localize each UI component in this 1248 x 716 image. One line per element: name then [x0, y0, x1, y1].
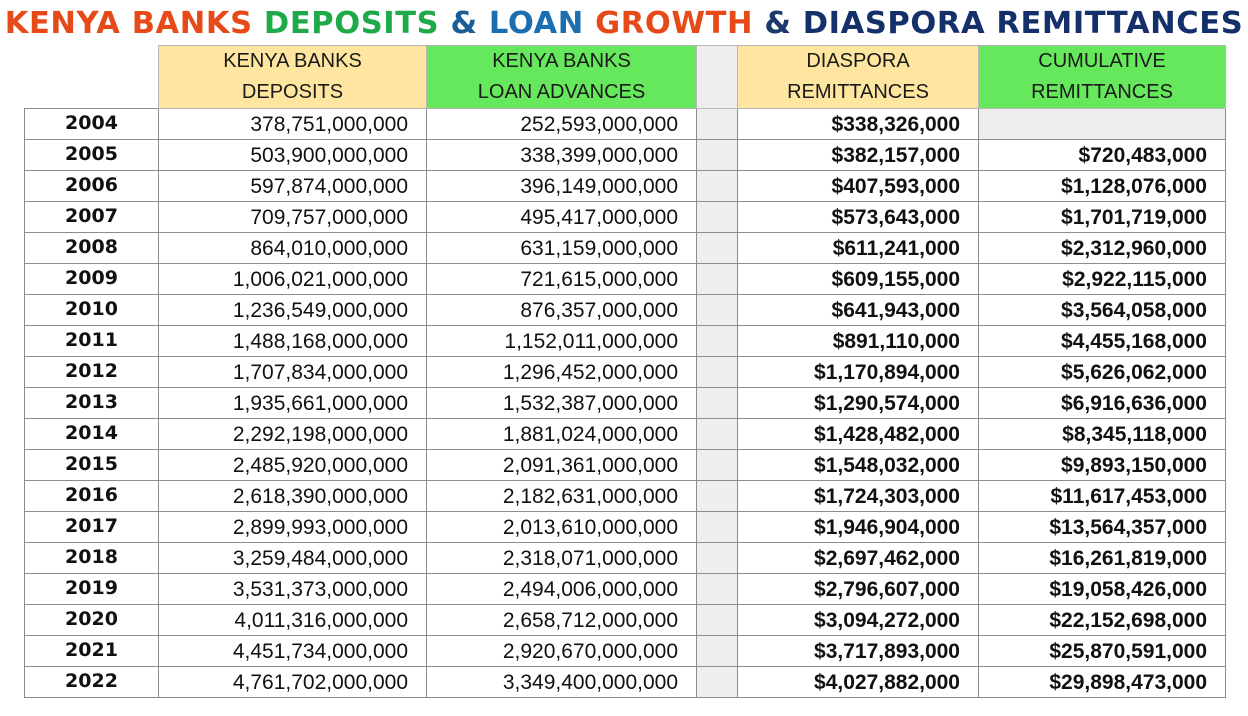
deposits-cell: 4,761,702,000,000 [159, 667, 427, 698]
loans-cell: 3,349,400,000,000 [427, 667, 697, 698]
loans-cell: 876,357,000,000 [427, 295, 697, 326]
header-loans-line2: LOAN ADVANCES [477, 81, 646, 103]
loans-cell: 2,013,610,000,000 [427, 512, 697, 543]
deposits-cell: 378,751,000,000 [159, 109, 427, 140]
remittances-cell: $1,548,032,000 [738, 450, 979, 481]
year-cell: 2017 [25, 512, 159, 543]
loans-cell: 2,318,071,000,000 [427, 543, 697, 574]
table-row [25, 326, 1226, 357]
table-row [25, 388, 1226, 419]
deposits-cell: 1,006,021,000,000 [159, 264, 427, 295]
cumulative-cell: $25,870,591,000 [979, 636, 1226, 667]
spacer-cell [697, 636, 738, 667]
loans-cell: 2,658,712,000,000 [427, 605, 697, 636]
year-cell: 2007 [25, 202, 159, 233]
cumulative-cell: $8,345,118,000 [979, 419, 1226, 450]
spacer-cell [697, 512, 738, 543]
table-row [25, 481, 1226, 512]
cumulative-cell: $1,128,076,000 [979, 171, 1226, 202]
header-deposits-line2: DEPOSITS [241, 81, 344, 103]
deposits-cell: 3,531,373,000,000 [159, 574, 427, 605]
spacer-cell [697, 295, 738, 326]
loans-cell: 721,615,000,000 [427, 264, 697, 295]
title-segment: KENYA BANKS [4, 6, 264, 41]
spacer-cell [697, 357, 738, 388]
loans-cell: 2,091,361,000,000 [427, 450, 697, 481]
spacer-cell [697, 667, 738, 698]
remittances-cell: $1,946,904,000 [738, 512, 979, 543]
remittances-cell: $1,428,482,000 [738, 419, 979, 450]
remittances-cell: $382,157,000 [738, 140, 979, 171]
spacer-cell [697, 481, 738, 512]
table-row [25, 233, 1226, 264]
header-row [25, 46, 1226, 109]
table-row [25, 140, 1226, 171]
remittances-cell: $407,593,000 [738, 171, 979, 202]
spacer-cell [697, 388, 738, 419]
spacer-cell [697, 264, 738, 295]
table-row [25, 636, 1226, 667]
remittances-cell: $1,724,303,000 [738, 481, 979, 512]
cumulative-cell: $4,455,168,000 [979, 326, 1226, 357]
header-remittances-line1: DIASPORA [806, 50, 910, 72]
deposits-cell: 709,757,000,000 [159, 202, 427, 233]
table-row [25, 543, 1226, 574]
remittances-cell: $641,943,000 [738, 295, 979, 326]
year-cell: 2019 [25, 574, 159, 605]
title-segment: GROWTH [595, 6, 765, 41]
title-segment: & [450, 6, 489, 41]
deposits-cell: 2,618,390,000,000 [159, 481, 427, 512]
table-row [25, 171, 1226, 202]
deposits-cell: 1,707,834,000,000 [159, 357, 427, 388]
year-cell: 2013 [25, 388, 159, 419]
loans-cell: 338,399,000,000 [427, 140, 697, 171]
header-loans [427, 46, 697, 109]
cumulative-cell [979, 109, 1226, 140]
spacer-cell [697, 171, 738, 202]
spacer-cell [697, 202, 738, 233]
table-row [25, 357, 1226, 388]
remittances-cell: $1,290,574,000 [738, 388, 979, 419]
year-cell: 2014 [25, 419, 159, 450]
spacer-cell [697, 326, 738, 357]
year-cell: 2022 [25, 667, 159, 698]
cumulative-cell: $3,564,058,000 [979, 295, 1226, 326]
page-title [0, 4, 1248, 44]
loans-cell: 252,593,000,000 [427, 109, 697, 140]
spacer-cell [697, 233, 738, 264]
cumulative-cell: $16,261,819,000 [979, 543, 1226, 574]
cumulative-cell: $5,626,062,000 [979, 357, 1226, 388]
year-cell: 2012 [25, 357, 159, 388]
spacer-cell [697, 450, 738, 481]
year-cell: 2010 [25, 295, 159, 326]
table-row [25, 667, 1226, 698]
table-row [25, 109, 1226, 140]
loans-cell: 2,920,670,000,000 [427, 636, 697, 667]
cumulative-cell: $2,312,960,000 [979, 233, 1226, 264]
remittances-cell: $2,796,607,000 [738, 574, 979, 605]
table-row [25, 574, 1226, 605]
cumulative-cell: $11,617,453,000 [979, 481, 1226, 512]
header-loans-line1: KENYA BANKS [492, 50, 631, 72]
cumulative-cell: $22,152,698,000 [979, 605, 1226, 636]
header-cumulative-line1: CUMULATIVE [1038, 50, 1166, 72]
table-row [25, 264, 1226, 295]
deposits-cell: 864,010,000,000 [159, 233, 427, 264]
loans-cell: 396,149,000,000 [427, 171, 697, 202]
year-cell: 2005 [25, 140, 159, 171]
year-cell: 2009 [25, 264, 159, 295]
deposits-cell: 4,011,316,000,000 [159, 605, 427, 636]
spacer-cell [697, 140, 738, 171]
remittances-cell: $1,170,894,000 [738, 357, 979, 388]
table-row [25, 512, 1226, 543]
loans-cell: 1,881,024,000,000 [427, 419, 697, 450]
remittances-cell: $891,110,000 [738, 326, 979, 357]
cumulative-cell: $2,922,115,000 [979, 264, 1226, 295]
table-row [25, 419, 1226, 450]
deposits-cell: 1,488,168,000,000 [159, 326, 427, 357]
title-segment: LOAN [488, 6, 596, 41]
header-remittances [738, 46, 979, 109]
year-cell: 2020 [25, 605, 159, 636]
table-row [25, 295, 1226, 326]
cumulative-cell: $13,564,357,000 [979, 512, 1226, 543]
table-row [25, 450, 1226, 481]
remittances-cell: $573,643,000 [738, 202, 979, 233]
deposits-cell: 4,451,734,000,000 [159, 636, 427, 667]
deposits-cell: 597,874,000,000 [159, 171, 427, 202]
deposits-cell: 2,899,993,000,000 [159, 512, 427, 543]
deposits-cell: 2,292,198,000,000 [159, 419, 427, 450]
cumulative-cell: $29,898,473,000 [979, 667, 1226, 698]
year-cell: 2011 [25, 326, 159, 357]
year-cell: 2008 [25, 233, 159, 264]
loans-cell: 631,159,000,000 [427, 233, 697, 264]
header-spacer [697, 46, 738, 109]
header-remittances-line2: REMITTANCES [787, 81, 929, 103]
year-cell: 2016 [25, 481, 159, 512]
year-cell: 2015 [25, 450, 159, 481]
title-segment: DEPOSITS [263, 6, 451, 41]
header-deposits-line1: KENYA BANKS [223, 50, 362, 72]
remittances-cell: $3,094,272,000 [738, 605, 979, 636]
table-row [25, 605, 1226, 636]
remittances-cell: $2,697,462,000 [738, 543, 979, 574]
header-year-blank [25, 46, 159, 109]
loans-cell: 495,417,000,000 [427, 202, 697, 233]
table-row [25, 202, 1226, 233]
year-cell: 2004 [25, 109, 159, 140]
cumulative-cell: $720,483,000 [979, 140, 1226, 171]
spacer-cell [697, 574, 738, 605]
year-cell: 2006 [25, 171, 159, 202]
header-deposits [159, 46, 427, 109]
year-cell: 2021 [25, 636, 159, 667]
deposits-cell: 503,900,000,000 [159, 140, 427, 171]
remittances-cell: $338,326,000 [738, 109, 979, 140]
title-segment: DIASPORA REMITTANCES [802, 6, 1244, 41]
title-segment: & [764, 6, 803, 41]
loans-cell: 2,182,631,000,000 [427, 481, 697, 512]
spacer-cell [697, 543, 738, 574]
remittances-cell: $4,027,882,000 [738, 667, 979, 698]
deposits-cell: 3,259,484,000,000 [159, 543, 427, 574]
header-cumulative-line2: REMITTANCES [1031, 81, 1173, 103]
loans-cell: 1,532,387,000,000 [427, 388, 697, 419]
remittances-cell: $3,717,893,000 [738, 636, 979, 667]
cumulative-cell: $19,058,426,000 [979, 574, 1226, 605]
deposits-cell: 1,236,549,000,000 [159, 295, 427, 326]
cumulative-cell: $1,701,719,000 [979, 202, 1226, 233]
cumulative-cell: $6,916,636,000 [979, 388, 1226, 419]
loans-cell: 1,152,011,000,000 [427, 326, 697, 357]
deposits-cell: 1,935,661,000,000 [159, 388, 427, 419]
deposits-cell: 2,485,920,000,000 [159, 450, 427, 481]
remittances-cell: $611,241,000 [738, 233, 979, 264]
spacer-cell [697, 605, 738, 636]
loans-cell: 2,494,006,000,000 [427, 574, 697, 605]
spacer-cell [697, 109, 738, 140]
data-table [24, 45, 1226, 698]
cumulative-cell: $9,893,150,000 [979, 450, 1226, 481]
year-cell: 2018 [25, 543, 159, 574]
header-cumulative [979, 46, 1226, 109]
remittances-cell: $609,155,000 [738, 264, 979, 295]
loans-cell: 1,296,452,000,000 [427, 357, 697, 388]
spacer-cell [697, 419, 738, 450]
